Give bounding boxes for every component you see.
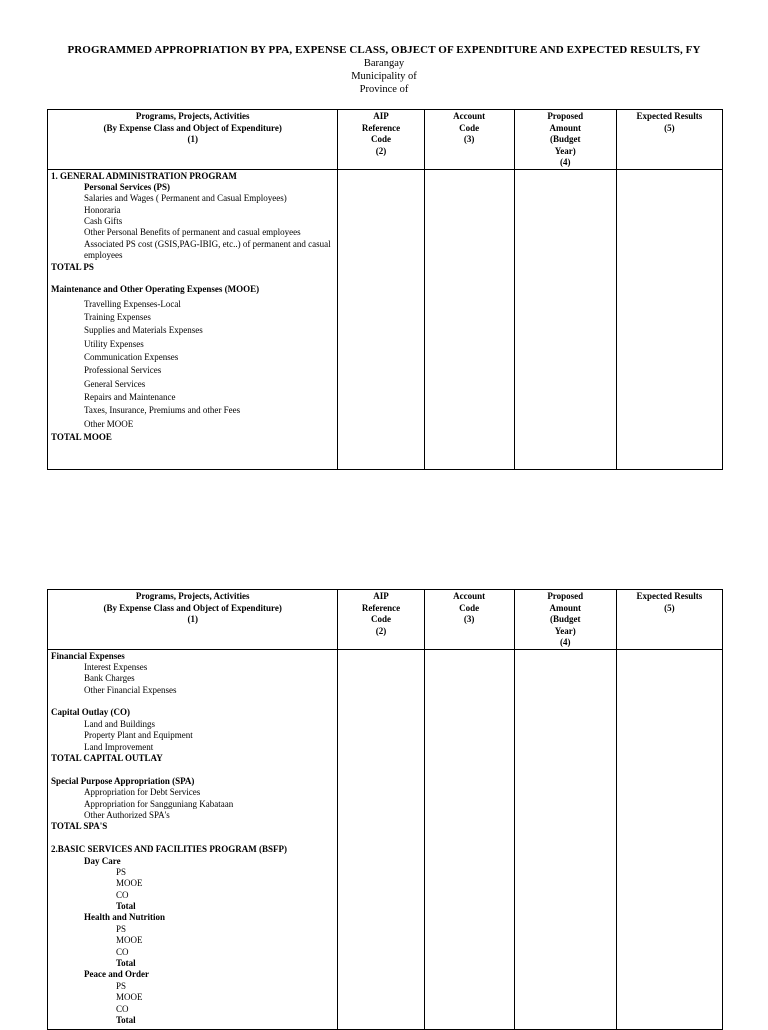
list-item: Interest Expenses	[84, 661, 148, 672]
col-header-text: Expected Results	[636, 591, 703, 601]
col-header-text: Reference	[361, 602, 401, 613]
col-header-text: (1)	[187, 614, 198, 624]
col-header-aip	[338, 110, 424, 170]
list-item: TOTAL SPA'S	[51, 821, 108, 832]
list-item: Capital Outlay (CO)	[51, 707, 131, 718]
col-header-ppa	[48, 110, 338, 170]
col-header-ppa	[48, 590, 338, 650]
list-item: Total	[116, 958, 136, 969]
list-item: Other Financial Expenses	[84, 684, 177, 695]
col-header-text: (5)	[664, 602, 675, 613]
list-item: Other Personal Benefits of permanent and casual employees	[84, 227, 301, 238]
barangay-label: Barangay	[363, 58, 405, 69]
list-item: Honoraria	[84, 204, 121, 215]
col-header-text: (5)	[664, 122, 675, 133]
list-item: Professional Services	[84, 365, 162, 376]
col-header-text: (1)	[187, 134, 198, 144]
list-item: TOTAL PS	[51, 261, 94, 272]
list-item: Personal Services (PS)	[84, 181, 170, 192]
list-item: Health and Nutrition	[84, 912, 166, 923]
list-item: 2.BASIC SERVICES AND FACILITIES PROGRAM (BSFP)	[51, 844, 288, 855]
col-header-text: Code	[370, 134, 391, 144]
list-item: Maintenance and Other Operating Expenses (MOOE)	[51, 284, 260, 295]
list-item: MOOE	[116, 992, 143, 1003]
list-item: 1. GENERAL ADMINISTRATION PROGRAM	[51, 170, 237, 181]
col-header-text: (Budget	[549, 614, 581, 624]
amount-cell[interactable]	[514, 169, 616, 469]
list-item: Total	[116, 901, 136, 912]
list-item: CO	[116, 946, 129, 957]
table-body-row	[48, 169, 723, 469]
list-item: Appropriation for Debt Services	[84, 787, 201, 798]
list-item: Other MOOE	[84, 418, 134, 429]
col-header-account	[424, 110, 514, 170]
account-code-cell[interactable]	[424, 649, 514, 1029]
col-header-text: AIP	[373, 111, 389, 121]
appropriation-table-1	[47, 109, 723, 470]
aip-code-cell[interactable]	[338, 169, 424, 469]
col-header-aip	[338, 590, 424, 650]
table-header-row	[48, 110, 723, 170]
col-header-results	[616, 110, 722, 170]
table-header-row	[48, 590, 723, 650]
list-item: TOTAL MOOE	[51, 431, 112, 442]
spacer	[48, 833, 337, 844]
list-item: Travelling Expenses-Local	[84, 298, 181, 309]
col-header-account	[424, 590, 514, 650]
col-header-text: (4)	[559, 157, 571, 167]
col-header-text: (3)	[463, 614, 475, 624]
col-header-text: (By Expense Class and Object of Expenditure)	[103, 602, 282, 613]
list-item: MOOE	[116, 878, 143, 889]
list-item: Other Authorized SPA's	[84, 809, 170, 820]
list-item: Day Care	[84, 855, 121, 866]
col-header-text: Amount	[549, 122, 581, 133]
col-header-text: Year)	[554, 625, 576, 636]
results-cell[interactable]	[616, 169, 722, 469]
aip-code-cell[interactable]	[338, 649, 424, 1029]
col-header-text: Account	[453, 591, 486, 601]
list-item: Appropriation for Sangguniang Kabataan	[84, 798, 234, 809]
list-item: General Services	[84, 378, 146, 389]
ppa-cell	[48, 649, 338, 1029]
col-header-text: Code	[370, 614, 391, 624]
col-header-text: (3)	[463, 134, 475, 144]
col-header-text: AIP	[373, 591, 389, 601]
col-header-text: Code	[459, 122, 480, 133]
col-header-text: Programs, Projects, Activities	[135, 591, 250, 601]
account-code-cell[interactable]	[424, 169, 514, 469]
spacer	[48, 273, 337, 284]
list-item: Utility Expenses	[84, 338, 144, 349]
spacer	[48, 764, 337, 775]
col-header-text: (Budget	[549, 134, 581, 144]
col-header-amount	[514, 110, 616, 170]
municipality-label: Municipality of	[351, 71, 417, 82]
list-item: CO	[116, 889, 129, 900]
results-cell[interactable]	[616, 649, 722, 1029]
list-item: Taxes, Insurance, Premiums and other Fees	[84, 405, 241, 416]
list-item: Communication Expenses	[84, 352, 179, 363]
col-header-text: Reference	[361, 122, 401, 133]
col-header-text: (4)	[559, 637, 571, 647]
list-item: Repairs and Maintenance	[84, 391, 176, 402]
list-item: PS	[116, 923, 127, 934]
list-item: Associated PS cost (GSIS,PAG-IBIG, etc..) of permanent and casual employees	[84, 238, 331, 261]
list-item: Salaries and Wages ( Permanent and Casual Employees)	[84, 193, 287, 204]
list-item: Cash Gifts	[84, 216, 123, 227]
col-header-text: Amount	[549, 602, 581, 613]
col-header-text: (2)	[375, 145, 387, 156]
list-item: Land Improvement	[84, 741, 154, 752]
list-item: Land and Buildings	[84, 718, 155, 729]
col-header-text: Programs, Projects, Activities	[135, 111, 250, 121]
col-header-results	[616, 590, 722, 650]
list-item: Training Expenses	[84, 312, 151, 323]
spacer	[48, 696, 337, 707]
list-item: MOOE	[116, 935, 143, 946]
list-item: Total	[116, 1015, 136, 1025]
amount-cell[interactable]	[514, 649, 616, 1029]
col-header-text: (By Expense Class and Object of Expenditure)	[103, 122, 282, 133]
list-item: PS	[116, 980, 127, 991]
col-header-text: Proposed	[547, 111, 584, 121]
col-header-text: Account	[453, 111, 486, 121]
list-item: Peace and Order	[84, 969, 149, 980]
list-item: Bank Charges	[84, 673, 135, 684]
table-body-row	[48, 649, 723, 1029]
list-item: PS	[116, 866, 127, 877]
list-item: CO	[116, 1003, 129, 1014]
col-header-text: Proposed	[547, 591, 584, 601]
col-header-text: Year)	[554, 145, 576, 156]
document-title: PROGRAMMED APPROPRIATION BY PPA, EXPENSE CLASS, OBJECT OF EXPENDITURE AND EXPECTED RESULTS, FY	[67, 44, 701, 56]
province-label: Province of	[359, 84, 409, 95]
appropriation-table-2	[47, 589, 723, 1030]
list-item: Property Plant and Equipment	[84, 730, 193, 741]
list-item: Financial Expenses	[51, 650, 125, 661]
col-header-text: Code	[459, 602, 480, 613]
col-header-amount	[514, 590, 616, 650]
col-header-text: (2)	[375, 625, 387, 636]
col-header-text: Expected Results	[636, 111, 703, 121]
list-item: Special Purpose Appropriation (SPA)	[51, 775, 195, 786]
ppa-cell	[48, 169, 338, 469]
list-item: TOTAL CAPITAL OUTLAY	[51, 753, 163, 764]
list-item: Supplies and Materials Expenses	[84, 325, 203, 336]
